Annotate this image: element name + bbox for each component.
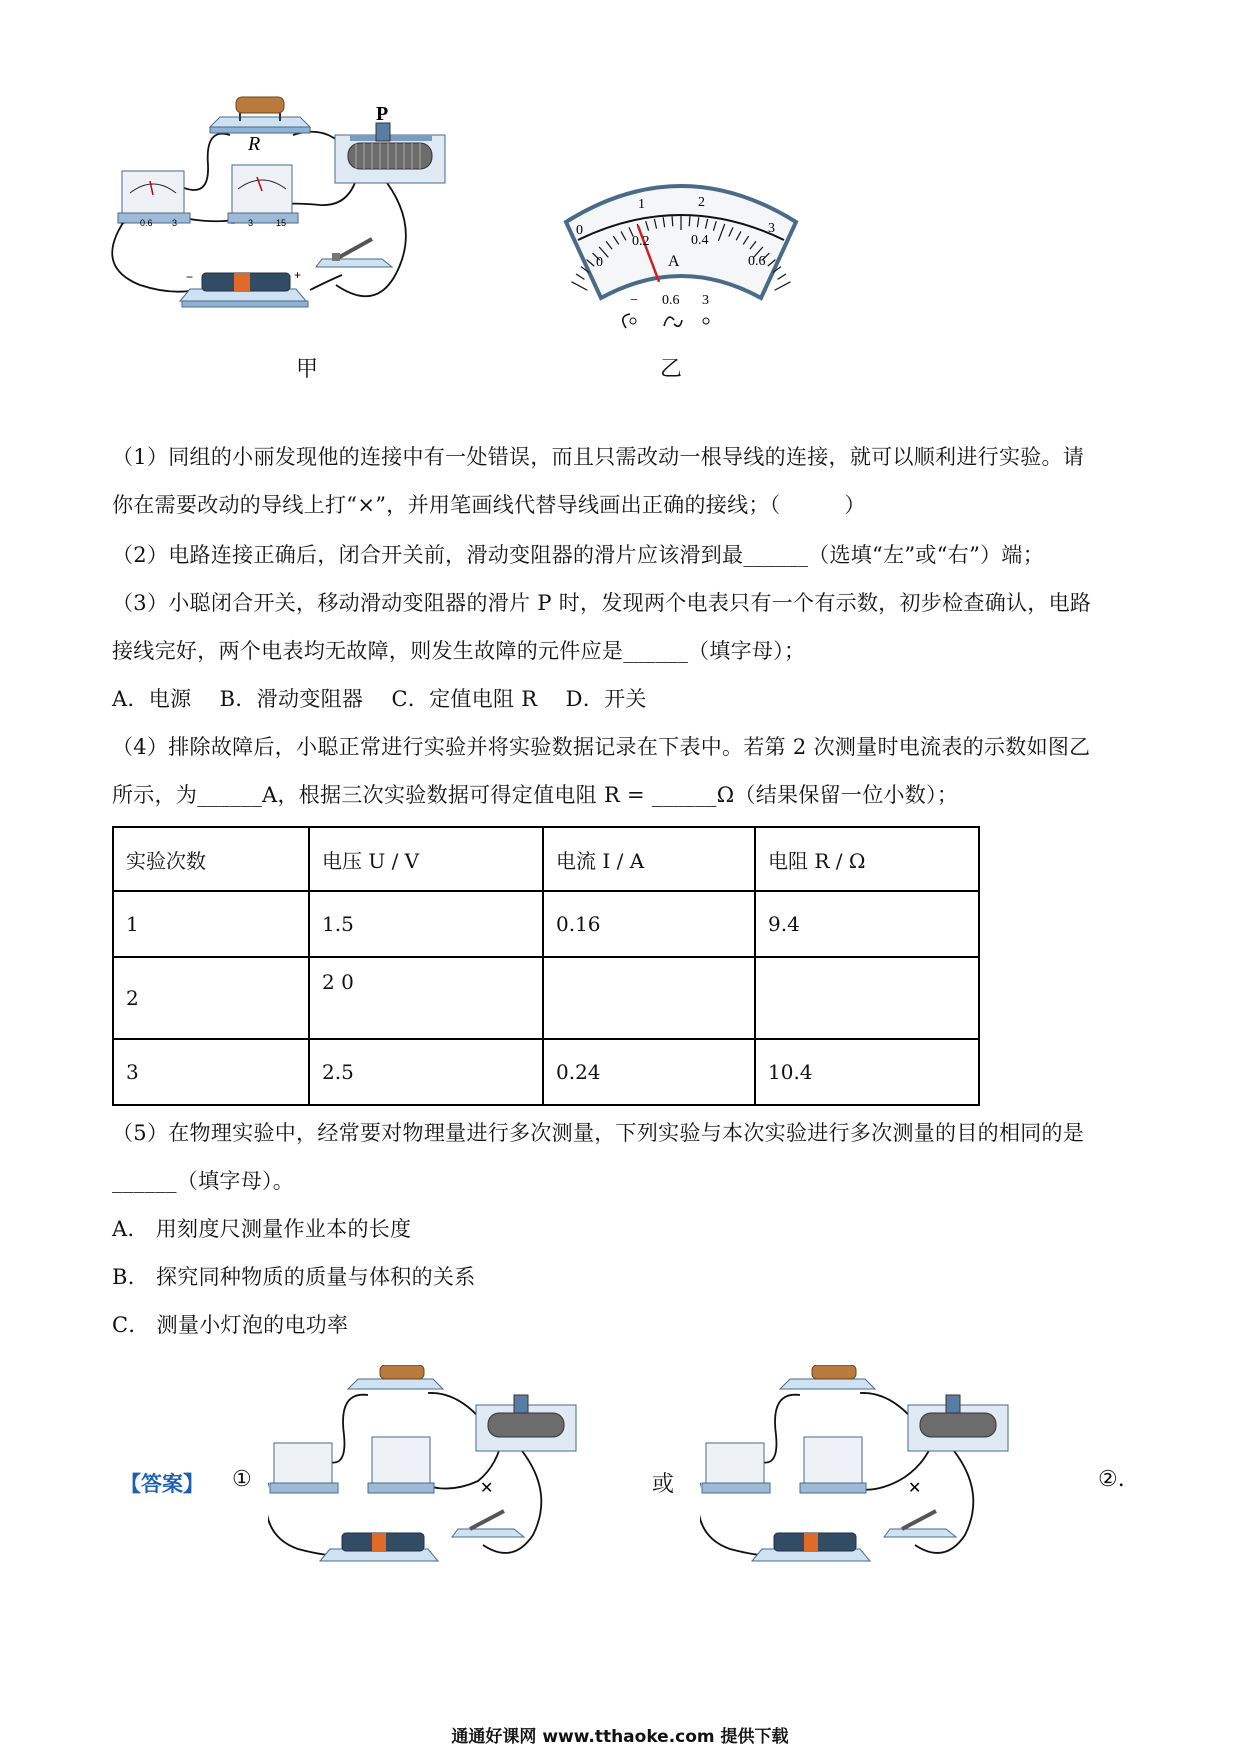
svg-text:2: 2 [698, 195, 705, 210]
table-header: 电流 I / A [543, 827, 755, 891]
table-row [113, 891, 979, 957]
answer-figure-1 [268, 1365, 608, 1595]
answer-or: 或 [652, 1472, 675, 1497]
battery [180, 268, 308, 307]
q4-line2: 所示，为______A，根据三次实验数据可得定值电阻 R = ______Ω（结果保留一位小数）； [112, 783, 959, 807]
answer-circle-1: ① [232, 1467, 252, 1492]
footer: 通通好课网 www.tthaoke.com 提供下载 [451, 1727, 789, 1747]
ammeter [118, 171, 190, 228]
resistor-r [210, 97, 310, 133]
svg-text:1: 1 [638, 197, 645, 212]
svg-text:0.6: 0.6 [140, 218, 153, 228]
cross-mark: ✕ [908, 1480, 922, 1497]
rheostat [335, 123, 445, 183]
table-cell: 9.4 [755, 891, 979, 957]
svg-text:+: + [294, 268, 302, 282]
q3-line2: 接线完好，两个电表均无故障，则发生故障的元件应是______（填字母）； [112, 639, 806, 663]
q4-line1: （4）排除故障后，小聪正常进行实验并将实验数据记录在下表中。若第 2 次测量时电流表的示数如图乙 [112, 735, 1091, 759]
svg-text:0.4: 0.4 [691, 233, 709, 248]
table-row [113, 957, 979, 1039]
data-table [112, 826, 980, 1106]
q1-line2: 你在需要改动的导线上打“×”，并用笔画线代替导线画出正确的接线；（ ） [112, 493, 866, 517]
table-cell: 2 [113, 957, 309, 1039]
table-header: 电阻 R / Ω [755, 827, 979, 891]
svg-text:0.6: 0.6 [662, 293, 680, 308]
svg-text:0: 0 [576, 223, 583, 238]
voltmeter [228, 165, 298, 228]
table-header: 电压 U / V [309, 827, 543, 891]
q3-line1: （3）小聪闭合开关，移动滑动变阻器的滑片 P 时，发现两个电表只有一个有示数，初步检查确认，电路 [112, 591, 1092, 615]
scale-tick [672, 216, 673, 226]
figure-yi [556, 180, 806, 340]
table-header: 实验次数 [113, 827, 309, 891]
svg-text:15: 15 [276, 218, 287, 228]
q5-option-c: C． 测量小灯泡的电功率 [112, 1313, 349, 1337]
svg-text:3: 3 [702, 293, 709, 308]
scale-tick [572, 282, 588, 290]
svg-text:0: 0 [596, 255, 603, 270]
figure-jia [110, 95, 510, 355]
table-cell [755, 957, 979, 1039]
svg-text:−: − [230, 218, 236, 228]
switch [316, 239, 392, 267]
caption-jia: 甲 [296, 357, 319, 382]
svg-text:−: − [120, 218, 126, 228]
table-cell: 1 [113, 891, 309, 957]
table-cell: 3 [113, 1039, 309, 1105]
q2: （2）电路连接正确后，闭合开关前，滑动变阻器的滑片应该滑到最______（选填“左”或“右”）端； [112, 543, 1044, 567]
svg-text:3: 3 [768, 221, 775, 236]
unit-a: A [668, 253, 680, 270]
table-cell: 10.4 [755, 1039, 979, 1105]
table-cell: 0.24 [543, 1039, 755, 1105]
svg-text:0.2: 0.2 [632, 234, 650, 249]
answer-circle-2: ②. [1098, 1467, 1125, 1492]
q5-option-a: A． 用刻度尺测量作业本的长度 [112, 1217, 412, 1241]
scale-tick [689, 216, 690, 226]
table-cell [543, 957, 755, 1039]
svg-text:−: − [186, 270, 194, 284]
answer-figure-2 [700, 1365, 1040, 1595]
scale-tick [778, 274, 786, 279]
table-cell: 2.5 [309, 1039, 543, 1105]
answer-label: 【答案】 [120, 1471, 204, 1496]
q5-line2: ______（填字母）。 [112, 1169, 295, 1193]
q3-options: A．电源 B．滑动变阻器 C．定值电阻 R D．开关 [112, 687, 647, 711]
svg-text:3: 3 [248, 218, 254, 228]
cross-mark: ✕ [480, 1480, 494, 1497]
table-cell: 1.5 [309, 891, 543, 957]
label-p: P [376, 103, 389, 125]
svg-text:3: 3 [172, 218, 178, 228]
q5-option-b: B． 探究同种物质的质量与体积的关系 [112, 1265, 476, 1289]
svg-text:0.6: 0.6 [748, 254, 766, 269]
table-cell: 2 0 [309, 957, 543, 1039]
svg-text:−: − [630, 293, 638, 308]
table-header-row [113, 827, 979, 891]
q1-line1: （1）同组的小丽发现他的连接中有一处错误，而且只需改动一根导线的连接，就可以顺利进行实验。请 [112, 445, 1085, 469]
scale-tick [775, 282, 791, 290]
q5-line1: （5）在物理实验中，经常要对物理量进行多次测量，下列实验与本次实验进行多次测量的目的相同的是 [112, 1121, 1085, 1145]
label-r: R [248, 133, 261, 155]
table-cell: 0.16 [543, 891, 755, 957]
table-row [113, 1039, 979, 1105]
caption-yi: 乙 [660, 357, 683, 382]
scale-tick [576, 274, 584, 279]
